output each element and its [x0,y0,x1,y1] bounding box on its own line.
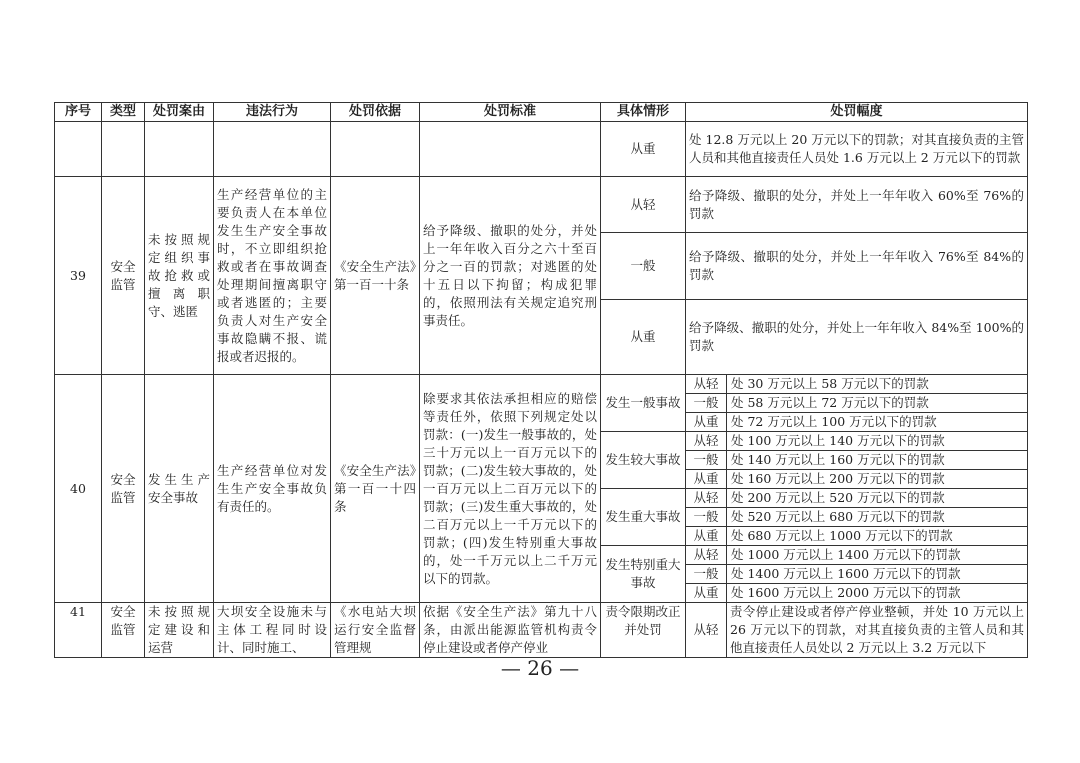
level-label: 从轻 [686,375,727,393]
table-row [55,603,1028,658]
basis-cell: 《安全生产法》第一百一十条 [331,177,420,375]
col-header-basis: 处罚依据 [331,103,420,122]
level-range-cell [686,508,1028,527]
level-range-cell [686,546,1028,565]
cause-cell: 未按照规定组织事故抢救或擅离职守、逃匿 [145,177,214,375]
type-cell: 安全监管 [102,603,145,658]
page-number: — 26 — [500,656,580,680]
range-text: 处 520 万元以上 680 万元以下的罚款 [731,509,945,524]
range-text: 处 58 万元以上 72 万元以下的罚款 [731,395,929,410]
range-cell: 处 12.8 万元以上 20 万元以下的罚款；对其直接负责的主管人员和其他直接责任人员处 1.6 万元以上 2 万元以下的罚款 [686,122,1028,177]
level-range-cell [686,489,1028,508]
row-number: 39 [55,177,102,375]
level-range-cell [686,603,1028,658]
col-header-range: 处罚幅度 [686,103,1028,122]
situation-cell: 从重 [601,300,686,375]
cell-empty [331,122,420,177]
row-number: 40 [55,375,102,603]
level-range-cell [686,375,1028,394]
type-cell: 安全监管 [102,375,145,603]
level-label: 一般 [686,394,727,412]
range-text: 责令停止建设或者停产停业整顿，并处 10 万元以上 26 万元以下的罚款，对其直接负责的主管人员和其他直接责任人员处以 2 万元以上 3.2 万元以下 [730,604,1024,655]
level-range-cell [686,413,1028,432]
situation-cell: 发生重大事故 [601,489,686,546]
cause-cell: 发生生产安全事故 [145,375,214,603]
level-range-cell [686,394,1028,413]
situation-cell: 发生特别重大事故 [601,546,686,603]
cell-empty [214,122,331,177]
range-text: 处 72 万元以上 100 万元以下的罚款 [731,414,937,429]
act-cell: 生产经营单位的主要负责人在本单位发生生产安全事故时，不立即组织抢救或者在事故调查处理期间擅离职守或者逃匿的；主要负责人对生产安全事故隐瞒不报、谎报或者迟报的。 [214,177,331,375]
cell-empty [145,122,214,177]
level-range-cell [686,451,1028,470]
situation-cell: 从轻 [601,177,686,233]
range-text: 处 200 万元以上 520 万元以下的罚款 [731,490,945,505]
level-label: 一般 [686,508,727,526]
cell-empty [55,122,102,177]
cell-empty [102,122,145,177]
col-header-situation: 具体情形 [601,103,686,122]
situation-cell: 从重 [601,122,686,177]
level-label: 从重 [686,584,727,602]
standard-cell: 给予降级、撤职的处分，并处上一年年收入百分之六十至百分之一百的罚款；对逃匿的处十五日以下拘留；构成犯罪的，依照刑法有关规定追究刑事责任。 [420,177,601,375]
level-label: 从轻 [686,603,727,657]
level-range-cell [686,527,1028,546]
table-row [55,122,1028,177]
col-header-cause: 处罚案由 [145,103,214,122]
basis-cell: 《水电站大坝运行安全监督管理规 [331,603,420,658]
range-cell: 给予降级、撤职的处分，并处上一年年收入 84%至 100%的罚款 [686,300,1028,375]
level-label: 一般 [686,451,727,469]
level-range-cell [686,432,1028,451]
cell-empty [420,122,601,177]
penalty-table [54,102,1028,658]
situation-cell: 发生一般事故 [601,375,686,432]
type-cell: 安全监管 [102,177,145,375]
range-text: 处 1600 万元以上 2000 万元以下的罚款 [731,585,961,600]
situation-cell: 发生较大事故 [601,432,686,489]
standard-cell: 依据《安全生产法》第九十八条，由派出能源监管机构责令停止建设或者停产停业 [420,603,601,658]
table-row [55,177,1028,233]
range-text: 处 1000 万元以上 1400 万元以下的罚款 [731,547,961,562]
range-cell: 给予降级、撤职的处分，并处上一年年收入 60%至 76%的罚款 [686,177,1028,233]
level-label: 从重 [686,527,727,545]
level-range-cell [686,565,1028,584]
situation-cell: 责令限期改正并处罚 [601,603,686,658]
level-label: 从轻 [686,546,727,564]
cause-cell: 未按照规定建设和运营 [145,603,214,658]
level-label: 一般 [686,565,727,583]
basis-cell: 《安全生产法》第一百一十四条 [331,375,420,603]
level-label: 从轻 [686,432,727,450]
range-text: 处 30 万元以上 58 万元以下的罚款 [731,376,929,391]
range-text: 处 160 万元以上 200 万元以下的罚款 [731,471,945,486]
level-range-cell [686,584,1028,603]
range-text: 处 100 万元以上 140 万元以下的罚款 [731,433,945,448]
act-cell: 生产经营单位对发生生产安全事故负有责任的。 [214,375,331,603]
range-text: 处 140 万元以上 160 万元以下的罚款 [731,452,945,467]
col-header-standard: 处罚标准 [420,103,601,122]
range-text: 处 1400 万元以上 1600 万元以下的罚款 [731,566,961,581]
level-range-cell [686,470,1028,489]
range-text: 处 680 万元以上 1000 万元以下的罚款 [731,528,953,543]
col-header-type: 类型 [102,103,145,122]
situation-cell: 一般 [601,233,686,300]
row-number: 41 [55,603,102,658]
col-header-act: 违法行为 [214,103,331,122]
range-cell: 给予降级、撤职的处分，并处上一年年收入 76%至 84%的罚款 [686,233,1028,300]
level-label: 从轻 [686,489,727,507]
level-label: 从重 [686,413,727,431]
standard-cell: 除要求其依法承担相应的赔偿等责任外，依照下列规定处以罚款：(一)发生一般事故的，处三十万元以上一百万元以下的罚款；(二)发生较大事故的，处一百万元以上二百万元以下的罚款；(三)发生重大事故的，处二百万元以上一千万元以下的罚款；(四)发生特别重大事故的，处一千万元以上二千万元以下的罚款。 [420,375,601,603]
act-cell: 大坝安全设施未与主体工程同时设计、同时施工、 [214,603,331,658]
col-header-no: 序号 [55,103,102,122]
level-label: 从重 [686,470,727,488]
table-header-row [55,103,1028,122]
table-row [55,375,1028,394]
